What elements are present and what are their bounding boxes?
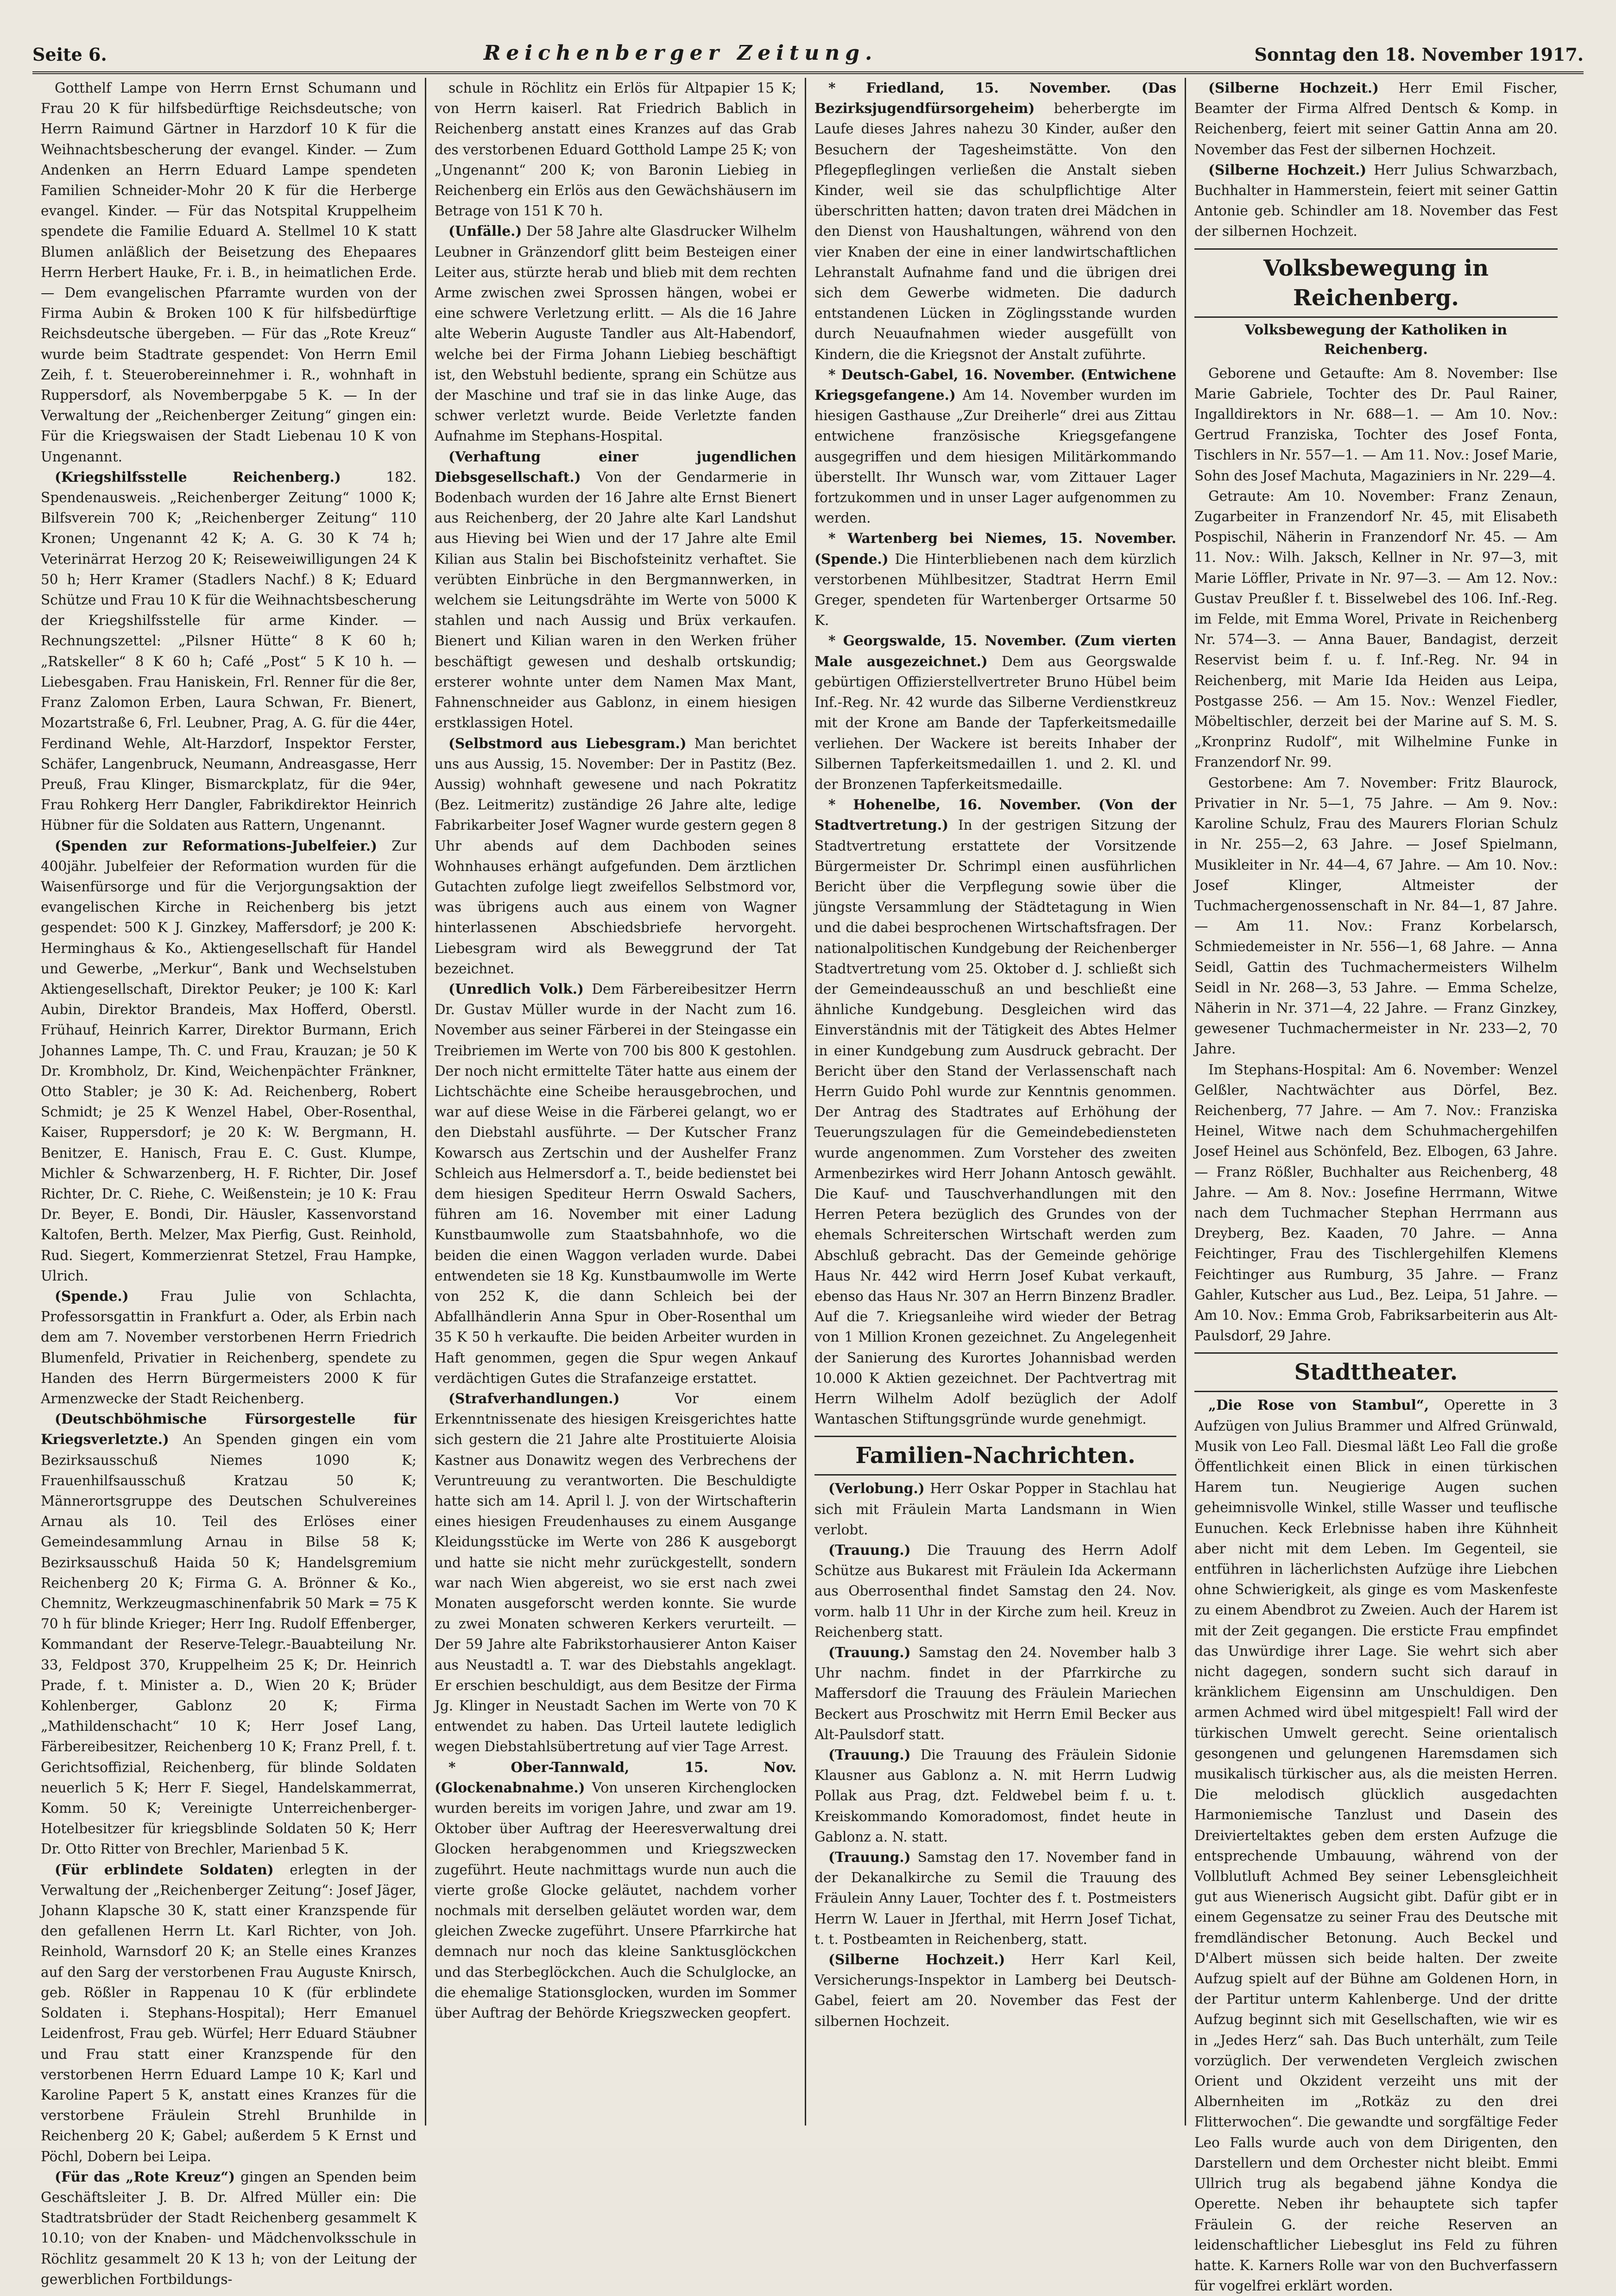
article-text: Operette in 3 Aufzügen von Julius Brammer und Alfred Grünwald, Musik von Leo Fall. Diesmal läßt Leo Fall die große Öffentlichkeit einen Blick in einen türkischen Harem tun. Neugierige Augen suchen geheimnisvolle Winkel, stille Wasser und teuflische Eunuchen. Keck Erlebnisse haben ihre Kühnheit aber nicht mit dem Leben. Im Gegenteil, sie entführen in lächerlichsten Aufzüge ihre Liebchen ohne Schwierigkeit, als ginge es vom Maskenfeste zu einem Abendbrot zu Zweien. Auch der Harem ist mit der Zeit gegangen. Die ersticte Frau empfindet das Unwürdige ihrer Lage. Sie wehrt sich aber nicht dagegen, sondern sucht sich darauf in kränklichem Eigensinn am Unschuldigen. Den armen Achmed wird übel mitgespielt! Fall wird der türkischen Umwelt gerecht. Seine orientalisch gesongenen und gelungenen Haremsdamen sich musikalisch türkischer aus, als die meisten Herren. Die melodisch glücklich ausgedachten Harmoniemische Tanzlust und Dasein des Dreivierteltaktes geben dem ersten Aufzuge die entsprechende Umbauung, während von der Vollblutluft Achmed Bey seiner Lebensgleichheit gut aus Wienerisch Augsicht gibt. Dafür gibt er in einem Gegensatze zu seiner Frau des Deutsche mit fremdländischer Betonung. Auch Beckel und D'Albert müssen sich beide halten. Der zweite Aufzug spielt auf der Bühne am Goldenen Horn, in der Partitur unterm Kahlenberge. Und der dritte Aufzug beginnt sich mit Gesellschaften, wie wir es in „Jedes Herz“ sah. Das Buch unterhält, zum Teile vorzüglich. Der verwendeten Vergleich zwischen Orient und Okzident verzeiht uns mit der Albernheiten im „Rotkäz zu den drei Flitterwochen“. Die gewandte und sorgfältige Feder Leo Falls wurde auch von dem Dirigenten, den Darstellern und dem Orchester nicht bleibt. Emmi Ullrich trug als begabend jähne Kondya die Operette. Neben ihr behauptete sich tapfer Fräulein G. der reiche Reserven an leidenschaftlicher Liebesglut ins Feld zu führen hatte. K. Karners Rolle war von den Buchverfassern für vogelfrei erklärt worden.: [1194, 1397, 1558, 2294]
section-title-volksbewegung: Volksbewegung in Reichenberg.: [1194, 248, 1558, 318]
article-paragraph: [1194, 1395, 1558, 2296]
article-text: Der 58 Jahre alte Glasdrucker Wilhelm Leubner in Gränzendorf glitt beim Besteigen einer Leiter aus, stürzte herab und blieb mit dem rechten Arme zwischen zwei Sprossen hängen, wobei er eine schwere Verletzung erlitt. — Als die 16 Jahre alte Weberin Auguste Tandler aus Alt-Habendorf, welche bei der Firma Johann Liebieg beschäftigt ist, den Webstuhl bediente, sprang ein Schütze aus der Maschine und traf sie in das linke Auge, das schwer verletzt wurde. Beide Verletzte fanden Aufnahme im Stephans-Hospital.: [435, 223, 796, 444]
article-paragraph: [814, 1540, 1176, 1642]
article-text: Vor einem Erkenntnissenate des hiesigen Kreisgerichtes hatte sich gestern die 21 Jahre alte Prostituierte Aloisia Kastner aus Donawitz wegen des Verbrechens der Veruntreuung zu verantworten. Die Beschuldigte hatte sich am 14. April l. J. von der Wirtschafterin eines hiesigen Freudenhauses zu einem Ausgange Kleidungsstücke im Werte von 286 K ausgeborgt und hatte sie nicht mehr zurückgestellt, sondern war nach Wien abgereist, wo sie erst nach zwei Monaten ausgeforscht werden konnte. Sie wurde zu zwei Monaten schweren Kerkers verurteilt. — Der 59 Jahre alte Fabrikstorhausierer Anton Kaiser aus Neustadtl a. T. war des Diebstahls angeklagt. Er erschien beschuldigt, aus dem Besitze der Firma Jg. Klinger in Neustadt Sachen im Werte von 70 K entwendet zu haben. Das Urteil lautete lediglich wegen Diebstahlsübertretung auf vier Tage Arrest.: [435, 1391, 796, 1755]
article-paragraph: [41, 1286, 417, 1409]
article-lead: „Die Rose von Stambul“,: [1208, 1397, 1429, 1413]
article-paragraph: [435, 1757, 796, 2024]
column-1: [32, 78, 426, 2287]
article-paragraph: [435, 78, 796, 221]
article-paragraph: [814, 1847, 1176, 1949]
article-text: Herr Oskar Popper in Stachlau hat sich mit Fräulein Marta Landsmann in Wien verlobt.: [814, 1481, 1176, 1538]
article-paragraph: [41, 1409, 417, 1859]
article-text: Herr Julius Schwarzbach, Buchhalter in Hammerstein, feiert mit seiner Gattin Antonie geb. Schindler am 18. November das Fest der silbernen Hochzeit.: [1194, 162, 1558, 240]
article-text: Von der Gendarmerie in Bodenbach wurden der 16 Jahre alte Ernst Bienert aus Reichenberg, der 20 Jahre alte Karl Landshut aus Hieving bei Wien und der 17 Jahre alte Emil Kilian aus Stalin bei Bischofsteinitz verhaftet. Sie verübten Einbrüche in den Bergmannwerken, in welchem sie Leitungsdrähte im Werte von 5000 K stahlen und nach Aussig und Brüx verkaufen. Bienert und Kilian waren in den Werken früher beschäftigt gewesen und deshalb ortskundig; ersterer wohnte unter dem Namen Max Mant, Fahnenschneider aus Gablonz, in einem hiesigen erstklassigen Hotel.: [435, 469, 796, 731]
article-lead: (Silberne Hochzeit.): [828, 1951, 1005, 1968]
article-paragraph: [814, 1745, 1176, 1847]
column-4: [1186, 78, 1566, 2294]
article-paragraph: [1194, 1060, 1558, 1346]
article-lead: (Trauung.): [828, 1849, 911, 1866]
article-paragraph: [814, 1478, 1176, 1540]
article-text: Frau Julie von Schlachta, Professorsgattin in Frankfurt a. Oder, als Erbin nach dem am 7. November verstorbenen Herrn Friedrich Blumenfeld, Privatier in Reichenberg, spendete zu Handen des Herrn Bürgermeisters 2000 K für Armenzwecke der Stadt Reichenberg.: [41, 1288, 417, 1407]
article-lead: * Hohenelbe, 16. November. (Von der Stadtvertretung.): [814, 796, 1176, 833]
article-text: erlegten in der Verwaltung der „Reichenberger Zeitung“: Josef Jäger, Johann Klapsche 30 K, statt einer Kranzspende für den gefallenen Herrn Lt. Karl Richter, von Joh. Reinhold, Warnsdorf 20 K; an Stelle eines Kranzes auf den Sarg der verstorbenen Frau Auguste Knirsch, geb. Rößler in Rappenau 10 K (für erblindete Soldaten i. Stephans-Hospital); Herr Emanuel Leidenfrost, Frau geb. Würfel; Herr Eduard Stäubner und Frau statt einer Kranzspende für den verstorbenen Herrn Eduard Lampe 10 K; Karl und Karoline Papert 5 K, anstatt eines Kranzes für die verstorbene Fräulein Strehl Brunhilde in Reichenberg 20 K; Gabel; außerdem 5 K Ernst und Pöchl, Dobern bei Leipa.: [41, 1861, 417, 2164]
article-text: Die Trauung des Herrn Adolf Schütze aus Bukarest mit Fräulein Ida Ackermann aus Oberrosenthal findet Samstag den 24. Nov. vorm. halb 11 Uhr in der Kirche zum heil. Kreuz in Reichenberg statt.: [814, 1542, 1176, 1640]
article-lead: (Selbstmord aus Liebesgram.): [448, 735, 687, 751]
article-text: Dem aus Georgswalde gebürtigen Offizierstellvertreter Bruno Hübel beim Inf.-Reg. Nr. 42 wurde das Silberne Verdienstkreuz mit der Krone am Bande der Tapferkeitsmedaille verliehen. Der Wackere ist bereits Inhaber der Silbernen Tapferkeitsmedaillen 1. und 2. Kl. und der Bronzenen Tapferkeitsmedaille.: [814, 653, 1176, 792]
article-paragraph: [1194, 486, 1558, 773]
article-lead: (Spende.): [55, 1287, 129, 1304]
article-paragraph: [435, 447, 796, 733]
article-lead: (Kriegshilfsstelle Reichenberg.): [55, 468, 341, 485]
page-number: Seite 6.: [32, 44, 107, 65]
article-lead: (Spenden zur Reformations-Jubelfeier.): [55, 837, 378, 854]
article-paragraph: [435, 979, 796, 1388]
article-text: Herr Emil Fischer, Beamter der Firma Alfred Dentsch & Komp. in Reichenberg, feiert mit seiner Gattin Anna am 20. November das Fest der silbernen Hochzeit.: [1194, 80, 1558, 158]
section-title-family: Familien-Nachrichten.: [814, 1436, 1176, 1476]
article-paragraph: [814, 365, 1176, 529]
article-paragraph: [41, 467, 417, 836]
article-lead: (Silberne Hochzeit.): [1208, 80, 1379, 96]
article-lead: * Friedland, 15. November. (Das Bezirksjugendfürsorgeheim): [814, 80, 1176, 117]
article-text: Getraute: Am 10. November: Franz Zenaun, Zugarbeiter in Franzendorf Nr. 45, mit Elisabeth Pospischil, Näherin in Franzendorf Nr. 45. — Am 11. Nov.: Wilh. Jaksch, Kellner in Nr. 97—3, mit Marie Löffler, Private in Nr. 97—3. — Am 12. Nov.: Gustav Preußler f. t. Bisselwebel des 106. Inf.-Reg. im Felde, mit Emma Worel, Private in Reichenberg Nr. 574—3. — Anna Bauer, Bandagist, derzeit Reservist beim f. u. f. Inf.-Reg. Nr. 94 in Reichenberg, mit Marie Ida Heiden aus Leipa, Postgasse 256. — Am 15. Nov.: Wenzel Fiedler, Möbeltischler, derzeit bei der Marine auf S. M. S. „Kronprinz Rudolf“, mit Wilhelmine Funke in Franzendorf Nr. 99.: [1194, 488, 1558, 770]
article-paragraph: [1194, 160, 1558, 242]
article-text: Die Trauung des Fräulein Sidonie Klausner aus Gablonz a. N. mit Herrn Ludwig Pollak aus Prag, dzt. Feldwebel beim f. u. t. Kreiskommando Komoradomost, findet heute in Gablonz a. N. statt.: [814, 1747, 1176, 1845]
newspaper-title: Reichenberger Zeitung.: [483, 41, 878, 65]
article-text: beherbergte im Laufe dieses Jahres nahezu 30 Kinder, außer den Besuchern der Tagesheimstätte. Von den Pflegepfleglingen verließen die Anstalt sieben Kinder, weil sie das schulpflichtige Alter überschritten hatten; davon traten drei Mädchen in den Dienst von Haushaltungen, während von den vier Knaben der eine in einer landwirtschaftlichen Lehranstalt Aufnahme fand und die übrigen drei sich dem Gewerbe widmeten. Die dadurch entstandenen Lücken in Zöglingsstande wurden durch Neuaufnahmen wieder ausgefüllt von Kindern, die die Kriegsnot der Anstalt zuführte.: [814, 101, 1176, 362]
article-lead: (Trauung.): [828, 1644, 911, 1661]
article-paragraph: [1194, 363, 1558, 486]
article-paragraph: [435, 221, 796, 446]
article-paragraph: [814, 78, 1176, 365]
article-text: Dem Färbereibesitzer Herrn Dr. Gustav Müller wurde in der Nacht zum 16. November aus seiner Färberei in der Steingasse ein Treibriemen im Werte von 700 bis 800 K gestohlen. Der noch nicht ermittelte Täter hatte aus einem der Lichtschächte eine Scheibe herausgebrochen, und war auf diese Weise in die Färberei gelangt, wo er den Diebstahl ausführte. — Der Kutscher Franz Kowarsch aus Zertschin und der Aushelfer Franz Schleich aus Helmersdorf a. T., beide bedienstet bei dem hiesigen Spediteur Herrn Oswald Sachers, führen am 16. November mit einer Ladung Kunstbaumwolle zum Staatsbahnhofe, wo die beiden die einen Waggon verladen wurde. Dabei entwendeten sie 18 Kg. Kunstbaumwolle im Werte von 252 K, die dann Schleich bei der Abfallhändlerin Anna Spur in Ober-Rosenthal um 35 K 50 h verkaufte. Die beiden Arbeiter wurden in Haft genommen, gegen die Spur wegen Ankauf verdächtigen Gutes die Strafanzeige erstattet.: [435, 981, 796, 1386]
issue-date: Sonntag den 18. November 1917.: [1254, 44, 1584, 65]
article-text: In der gestrigen Sitzung der Stadtvertretung erstattete der Vorsitzende Bürgermeister Dr. Schrimpl einen ausführlichen Bericht über die Verpflegung sowie über die jüngste Versammlung der Städtetagung in Wien und die dabei besprochenen Wirtschaftsfragen. Der nationalpolitischen Kundgebung der Reichenberger Stadtvertretung vom 25. Oktober d. J. schließt sich der Gemeindeausschuß an und beschließt eine ähnliche Kundgebung. Desgleichen wird das Einverständnis mit der Tätigkeit des Abtes Helmer in einer Kundgebung zum Ausdruck gebracht. Der Bericht über den Stand der Verlassenschaft nach Herrn Guido Pohl wurde zur Kenntnis genommen. Der Antrag des Stadtrates auf Erhöhung der Teuerungszulagen für die Gemeindebediensteten wurde angenommen. Zum Vorsteher des zweiten Armenbezirkes wird Herr Johann Antosch gewählt. Die Kauf- und Tauschverhandlungen mit den Herren Petera bezüglich des Grundes von der ehemals Schreiterschen Wirtschaft werden zum Abschluß gebracht. Das der Gemeinde gehörige Haus Nr. 442 wird Herrn Josef Kubat verkauft, ebenso das Haus Nr. 307 an Herrn Binzenz Bradler. Auf die 7. Kriegsanleihe wird wieder der Betrag von 1 Million Kronen gezeichnet. Zu Angelegenheit der Sanierung des Kurortes Johannisbad werden 10.000 K Aktien gezeichnet. Der Pachtvertrag mit Herrn Wilhelm Adolf bezüglich der Adolf Wantaschen Stiftungsgründe wurde genehmigt.: [814, 817, 1176, 1427]
article-paragraph: [814, 528, 1176, 631]
article-paragraph: [1194, 773, 1558, 1060]
article-lead: (Unfälle.): [448, 223, 522, 240]
article-text: gingen an Spenden beim Geschäftsleiter J. B. Dr. Alfred Müller ein: Die Stadtratsbrüder der Stadt Reichenberg gesammelt K 10.10; von der Knaben- und Mädchenvolksschule in Röchlitz gesammelt 20 K 13 h; von der Leitung der gewerblichen Fortbildungs-: [41, 2169, 417, 2287]
article-text: Samstag den 24. November halb 3 Uhr nachm. findet in der Pfarrkirche zu Maffersdorf die Trauung des Fräulein Mariechen Beckert aus Proschwitz mit Herrn Emil Becker aus Alt-Paulsdorf statt.: [814, 1645, 1176, 1742]
columns: [32, 78, 1584, 2294]
article-paragraph: [435, 733, 796, 979]
article-lead: (Unredlich Volk.): [448, 980, 584, 997]
article-paragraph: [41, 78, 417, 467]
article-lead: * Deutsch-Gabel, 16. November. (Entwichene Kriegsgefangene.): [814, 366, 1176, 404]
article-text: Zur 400jähr. Jubelfeier der Reformation wurden für die Waisenfürsorge und für die Verjorgungsaktion der evangelischen Kirche in Reichenberg bis jetzt gespendet: 500 K J. Ginzkey, Maffersdorf; je 200 K: Herminghaus & Ko., Aktiengesellschaft für Handel und Gewerbe, „Merkur“, Bank und Wechselstuben Aktiengesellschaft, Direktor Peuker; je 100 K: Karl Aubin, Direktor Brandeis, Max Hofferd, Oberstl. Frühauf, Heinrich Karrer, Direktor Burmann, Erich Johannes Lampe, Th. C. und Frau, Krauzan; je 50 K Dr. Krombholz, Dr. Kind, Weichenpächter Fränkner, Otto Stabler; je 30 K: Ad. Reichenberg, Robert Schmidt; je 25 K Wenzel Habel, Ober-Rosenthal, Kaiser, Ruppersdorf; je 20 K: W. Bergmann, H. Benitzer, E. Hanisch, Frau E. C. Gust. Klumpe, Michler & Schwarzenberg, H. F. Richter, Dir. Josef Richter, Dr. C. Riehe, C. Weißenstein; je 10 K: Frau Dr. Beyer, E. Bondi, Dir. Häusler, Kassenvorstand Kaltofen, Berth. Melzer, Max Pierfig, Gust. Reinhold, Rud. Siegert, Kommerzienrat Stetzel, Frau Hampke, Ulrich.: [41, 838, 417, 1284]
article-text: An Spenden gingen ein vom Bezirksausschuß Niemes 1090 K; Frauenhilfsausschuß Kratzau 50 K; Männerortsgruppe des Deutschen Schulvereines Arnau als 10. Teil des Erlöses einer Gemeindesammlung Arnau in Bilse 58 K; Bezirksausschuß Haida 50 K; Handelsgremium Reichenberg 20 K; Firma G. A. Brönner & Ko., Chemnitz, Werkzeugmaschinenfabrik 50 Mark = 75 K 70 h für blinde Krieger; Herr Ing. Rudolf Effenberger, Kommandant der Reserve-Telegr.-Bauabteilung Nr. 33, Feldpost 370, Kruppelheim 25 K; Dr. Heinrich Prade, f. t. Minister a. D., Wien 20 K; Brüder Kohlenberger, Gablonz 20 K; Firma „Mathildenschacht“ 10 K; Herr Josef Lang, Färbereibesitzer, Reichenberg 10 K; Franz Prell, f. t. Gerichtsoffizial, Reichenberg, für blinde Soldaten neuerlich 5 K; Herr F. Siegel, Handelskammerrat, Komm. 50 K; Vereinigte Unterreichenberger-Hotelbesitzer für kriegsblinde Soldaten 50 K; Herr Dr. Otto Ritter von Brechler, Marienbad 5 K.: [41, 1432, 417, 1857]
article-text: 182. Spendenausweis. „Reichenberger Zeitung“ 1000 K; Bilfsverein 700 K; „Reichenberger Zeitung“ 110 Kronen; Ungenannt 42 K; A. G. 30 K 74 h; Veterinärrat Herzog 20 K; Reiseweiwilligungen 24 K 50 h; Herr Kramer (Stadlers Nachf.) 8 K; Eduard Schütze und Frau 10 K für die Weihnachtsbescherung der Kriegshilfsstelle für arme Kinder. — Rechnungszettel: „Pilsner Hütte“ 8 K 60 h; „Ratskeller“ 8 K 60 h; Café „Post“ 5 K 10 h. — Liebesgaben. Frau Haniskein, Frl. Renner für die 8er, Franz Zalomon Erben, Laura Schwan, Fr. Bienert, Mozartstraße 6, Frl. Leubner, Prag, A. G. für die 44er, Ferdinand Wehle, Alt-Harzdorf, Inspektor Ferster, Schäfer, Langenbruck, Neumann, Andreasgasse, Herr Preuß, Frau Klinger, Bismarckplatz, für die 94er, Frau Rohkerg Herr Dangler, Fabrikdirektor Heinrich Hübner für die Soldaten aus Rattern, Ungenannt.: [41, 469, 417, 833]
article-text: Am 14. November wurden im hiesigen Gasthause „Zur Dreiherle“ drei aus Zittau entwichene französische Kriegsgefangene ausgegriffen und dem hiesigen Militärkommando überstellt. Ihr Wunsch war, vom Zittauer Lager fortzukommen und in unser Lager aufgenommen zu werden.: [814, 387, 1176, 526]
article-text: Samstag den 17. November fand in der Dekanalkirche zu Semil die Trauung des Fräulein Anny Lauer, Tochter des f. t. Postmeisters Herrn W. Lauer in Jferthal, mit Herrn Josef Tichat, t. t. Postbeamten in Reichenberg, statt.: [814, 1849, 1176, 1947]
column-3: [806, 78, 1186, 2126]
article-lead: * Wartenberg bei Niemes, 15. November. (Spende.): [814, 530, 1176, 567]
article-text: Man berichtet uns aus Aussig, 15. November: Der in Pastitz (Bez. Aussig) wohnhaft gewesene und nach Pokratitz (Bez. Leitmeritz) zuständige 26 Jahre alte, ledige Fabrikarbeiter Josef Wagner wurde gestern gegen 8 Uhr abends auf dem Dachboden seines Wohnhauses erhängt aufgefunden. Dem ärztlichen Gutachten zufolge liegt zweifellos Selbstmord vor, was übrigens auch aus einem von Wagner hinterlassenen Abschiedsbriefe hervorgeht. Liebesgram wird als Beweggrund der Tat bezeichnet.: [435, 735, 796, 977]
article-text: Von unseren Kirchenglocken wurden bereits im vorigen Jahre, und zwar am 19. Oktober über Auftrag der Heeresverwaltung drei Glocken herabgenommen und Kriegszwecken zugeführt. Heute nachmittags wurde nun auch die vierte große Glocke geläutet, nachdem vorher nochmals mit derselben geläutet worden war, dem gleichen Zwecke zugeführt. Unsere Pfarrkirche hat demnach nur noch das kleine Sanktusglöckchen und das Sterbeglöckchen. Auch die Schulglocke, an die ehemalige Stationsglocken, wurden im Sommer über Auftrag der Behörde Kriegszwecken geopfert.: [435, 1779, 796, 2021]
article-paragraph: [435, 1388, 796, 1757]
article-text: Gotthelf Lampe von Herrn Ernst Schumann und Frau 20 K für hilfsbedürftige Reichsdeutsche; von Herrn Raimund Gärtner in Harzdorf 10 K für die Weihnachtsbescherung der evangel. Kinder. — Zum Andenken an Herrn Eduard Lampe spendeten Familien Schneider-Mohr 20 K für die Herberge evangel. Kinder. — Für das Notspital Kruppelheim spendete die Familie Eduard A. Stellmel 10 K statt Blumen anläßlich der Beisetzung des Ehepaares Herrn Herbert Hauke, Fr. i. B., in heimatlichen Erde. — Dem evangelischen Pfarramte wurden von der Firma Aubin & Broken 100 K für hilfsbedürftige Reichsdeutsche übergeben. — Für das „Rote Kreuz“ wurde beim Stadtrate gespendet: Von Herrn Emil Zeih, f. t. Steuerobereinnehmer i. R., wohnhaft in Ruppersdorf, als Novemberpgabe 5 K. — In der Verwaltung der „Reichenberger Zeitung“ gingen ein: Für die Kriegswaisen der Stadt Liebenau 10 K von Ungenannt.: [41, 80, 417, 465]
article-lead: (Trauung.): [828, 1747, 911, 1763]
article-text: Geborene und Getaufte: Am 8. November: Ilse Marie Gabriele, Tochter des Dr. Paul Rainer, Ingalldirektors in Nr. 688—1. — Am 10. Nov.: Gertrud Franziska, Tochter des Josef Fonta, Tischlers in Nr. 557—1. — Am 11. Nov.: Josef Marie, Sohn des Josef Machuta, Magaziniers in Nr. 229—4.: [1194, 365, 1558, 484]
section-title-theater: Stadttheater.: [1194, 1352, 1558, 1392]
column-2: [426, 78, 806, 2126]
article-lead: (Strafverhandlungen.): [448, 1390, 620, 1407]
article-paragraph: [41, 2167, 417, 2290]
article-lead: (Deutschböhmische Fürsorgestelle für Kriegsverletzte.): [41, 1411, 417, 1448]
article-paragraph: [814, 631, 1176, 795]
article-lead: (Verlobung.): [828, 1480, 925, 1497]
article-paragraph: [814, 1642, 1176, 1745]
article-text: Im Stephans-Hospital: Am 6. November: Wenzel Gelßler, Nachtwächter aus Dörfel, Bez. Reichenberg, 77 Jahre. — Am 7. Nov.: Franziska Heinel, Witwe nach dem Schuhmachergehilfen Josef Heinel aus Schönfeld, Bez. Elbogen, 63 Jahre. — Franz Rößler, Buchhalter aus Reichenberg, 48 Jahre. — Am 8. Nov.: Josefine Herrmann, Witwe nach dem Tuchmacher Stephan Herrmann aus Dreyberg, Bez. Kaaden, 70 Jahre. — Anna Feichtinger, Frau des Tischlergehilfen Klemens Feichtinger aus Rumburg, 35 Jahre. — Franz Gahler, Kutscher aus Lud., Bez. Leipa, 51 Jahre. — Am 10. Nov.: Emma Grob, Fabriksarbeiterin aus Alt-Paulsdorf, 29 Jahre.: [1194, 1061, 1558, 1344]
article-paragraph: [814, 1949, 1176, 2031]
article-lead: (Verhaftung einer jugendlichen Diebsgesellschaft.): [435, 448, 796, 485]
article-text: schule in Röchlitz ein Erlös für Altpapier 15 K; von Herrn kaiserl. Rat Friedrich Bablich in Reichenberg anstatt eines Kranzes auf das Grab des verstorbenen Eduard Gotthold Lampe 25 K; von „Ungenannt“ 200 K; von Baronin Liebieg in Reichenberg ein Erlös aus den Gewächshäusern im Betrage von 151 K 70 h.: [435, 80, 796, 219]
section-subtitle-volksbewegung: Volksbewegung der Katholiken in Reichenberg.: [1244, 322, 1508, 358]
article-paragraph: [814, 795, 1176, 1429]
article-lead: (Trauung.): [828, 1542, 911, 1558]
article-lead: (Für erblindete Soldaten): [55, 1861, 274, 1878]
article-lead: * Georgswalde, 15. November. (Zum vierten Male ausgezeichnet.): [814, 632, 1176, 669]
article-lead: * Ober-Tannwald, 15. Nov. (Glockenabnahme.): [435, 1759, 796, 1796]
article-paragraph: [41, 1860, 417, 2167]
article-text: Die Hinterbliebenen nach dem kürzlich verstorbenen Mühlbesitzer, Stadtrat Herrn Emil Greger, spendeten für Wartenberger Ortsarme 50 K.: [814, 551, 1176, 629]
article-text: Herr Karl Keil, Versicherungs-Inspektor in Lamberg bei Deutsch-Gabel, feiert am 20. November das Fest der silbernen Hochzeit.: [814, 1952, 1176, 2029]
article-paragraph: [41, 836, 417, 1286]
article-lead: (Silberne Hochzeit.): [1208, 161, 1367, 178]
masthead: [32, 36, 1584, 74]
article-text: Gestorbene: Am 7. November: Fritz Blaurock, Privatier in Nr. 5—1, 75 Jahre. — Am 9. Nov.: Karoline Schulz, Frau des Maurers Florian Schulz in Nr. 255—2, 63 Jahre. — Josef Spielmann, Musikleiter in Nr. 44—4, 67 Jahre. — Am 10. Nov.: Josef Klinger, Altmeister der Tuchmachergenossenschaft in Nr. 84—1, 87 Jahre. — Am 11. Nov.: Franz Korbelarsch, Schmiedemeister in Nr. 556—1, 68 Jahre. — Anna Seidl, Gattin des Tuchmachermeisters Wilhelm Seidl in Nr. 268—3, 53 Jahre. — Emma Schelze, Näherin in Nr. 371—4, 22 Jahre. — Franz Ginzkey, gewesener Tuchmachermeister in Nr. 233—2, 70 Jahre.: [1194, 775, 1558, 1057]
article-paragraph: [1194, 78, 1558, 160]
article-lead: (Für das „Rote Kreuz“): [55, 2168, 235, 2185]
